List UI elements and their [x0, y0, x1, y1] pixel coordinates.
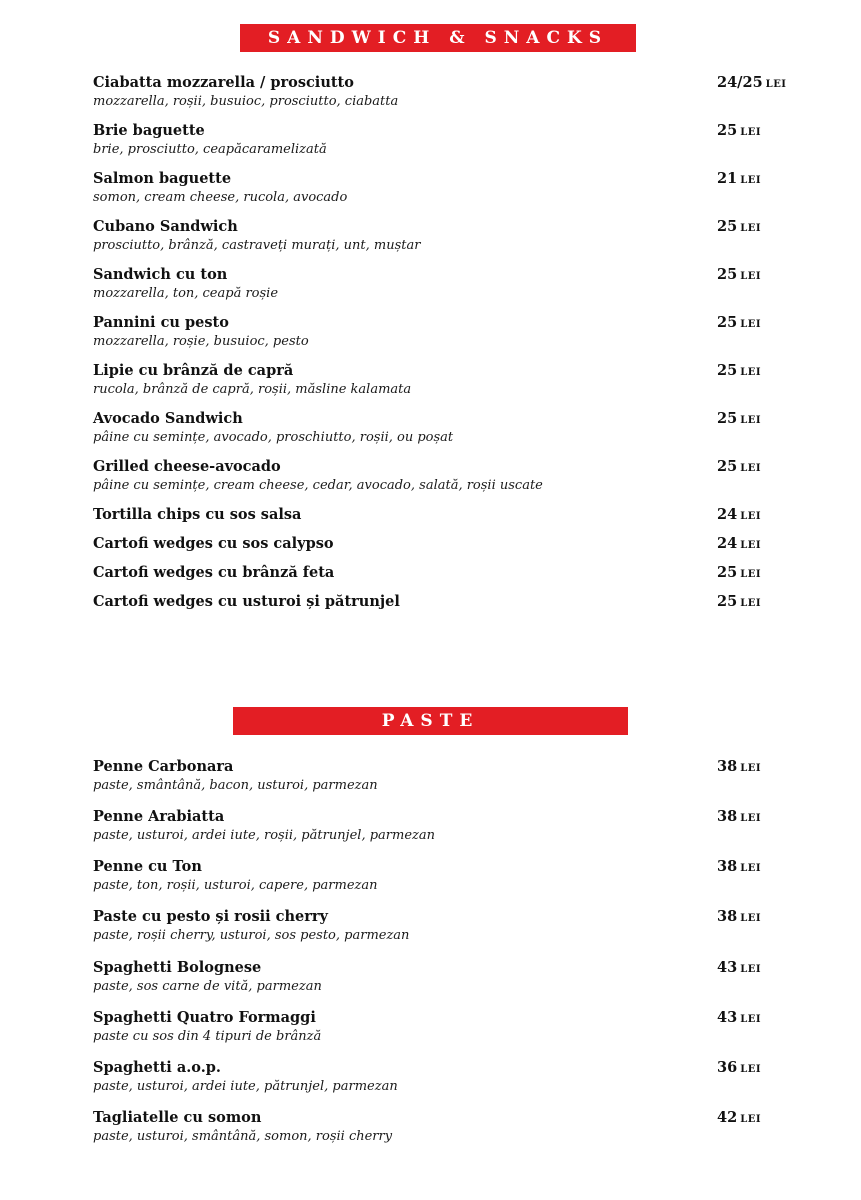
price-value: 25 — [717, 314, 738, 331]
menu-item-price — [717, 122, 761, 139]
price-currency: LEI — [740, 813, 762, 824]
menu-item-name: Cubano Sandwich — [93, 218, 238, 235]
menu-item-description: prosciutto, brânză, castraveți murați, unt, muștar — [93, 238, 421, 253]
menu-item-description: paste, usturoi, ardei iute, pătrunjel, parmezan — [93, 1079, 398, 1094]
price-value: 25 — [717, 593, 738, 610]
price-currency: LEI — [740, 540, 762, 551]
menu-item-name: Pannini cu pesto — [93, 314, 229, 331]
menu-item-price — [717, 410, 761, 427]
menu-item-name: Cartofi wedges cu brânză feta — [93, 564, 335, 581]
menu-item-description: paste, smântână, bacon, usturoi, parmezan — [93, 778, 378, 793]
price-currency: LEI — [740, 463, 762, 474]
menu-item-description: brie, prosciutto, ceapăcaramelizată — [93, 142, 327, 157]
price-currency: LEI — [740, 569, 762, 580]
menu-item-description: paste cu sos din 4 tipuri de brânză — [93, 1029, 322, 1044]
price-value: 43 — [717, 1009, 738, 1026]
menu-item-name: Tagliatelle cu somon — [93, 1109, 262, 1126]
price-currency: LEI — [740, 1064, 762, 1075]
menu-item-description: mozzarella, ton, ceapă roșie — [93, 286, 279, 301]
menu-item-name: Spaghetti Quatro Formaggi — [93, 1009, 316, 1026]
menu-item-price — [717, 362, 761, 379]
price-value: 25 — [717, 218, 738, 235]
menu-item-name: Grilled cheese-avocado — [93, 458, 281, 475]
menu-item-price — [717, 1009, 761, 1026]
price-value: 38 — [717, 758, 738, 775]
menu-item-name: Paste cu pesto și rosii cherry — [93, 908, 328, 925]
menu-item-price — [717, 218, 761, 235]
menu-item-price — [717, 506, 761, 523]
menu-item-description: mozzarella, roșii, busuioc, prosciutto, ciabatta — [93, 94, 399, 109]
menu-item-description: paste, usturoi, smântână, somon, roșii cherry — [93, 1129, 393, 1144]
menu-item-name: Penne Arabiatta — [93, 808, 225, 825]
price-currency: LEI — [740, 511, 762, 522]
price-value: 38 — [717, 858, 738, 875]
menu-item-description: mozzarella, roșie, busuioc, pesto — [93, 334, 309, 349]
price-currency: LEI — [740, 598, 762, 609]
menu-item-price — [717, 808, 761, 825]
menu-item-description: pâine cu semințe, avocado, proschiutto, roșii, ou poșat — [93, 430, 454, 445]
menu-item-price — [717, 458, 761, 475]
menu-item-name: Sandwich cu ton — [93, 266, 228, 283]
menu-item-price — [717, 858, 761, 875]
menu-item-name: Lipie cu brânză de capră — [93, 362, 294, 379]
menu-item-name: Cartofi wedges cu usturoi și pătrunjel — [93, 593, 400, 610]
price-value: 24/25 — [717, 74, 763, 91]
menu-item-name: Ciabatta mozzarella / prosciutto — [93, 74, 354, 91]
price-currency: LEI — [740, 863, 762, 874]
price-value: 38 — [717, 808, 738, 825]
price-value: 42 — [717, 1109, 738, 1126]
price-value: 25 — [717, 458, 738, 475]
menu-item-description: rucola, brânză de capră, roșii, măsline kalamata — [93, 382, 412, 397]
price-currency: LEI — [740, 367, 762, 378]
menu-item-description: pâine cu semințe, cream cheese, cedar, avocado, salată, roșii uscate — [93, 478, 543, 493]
menu-item-name: Avocado Sandwich — [93, 410, 243, 427]
price-value: 25 — [717, 564, 738, 581]
price-value: 24 — [717, 535, 738, 552]
menu-item-name: Brie baguette — [93, 122, 205, 139]
menu-item-name: Spaghetti Bolognese — [93, 959, 262, 976]
price-currency: LEI — [740, 763, 762, 774]
price-currency: LEI — [740, 1014, 762, 1025]
menu-item-description: paste, ton, roșii, usturoi, capere, parmezan — [93, 878, 378, 893]
price-value: 25 — [717, 266, 738, 283]
price-currency: LEI — [740, 127, 762, 138]
price-value: 25 — [717, 410, 738, 427]
menu-item-price — [717, 593, 761, 610]
menu-item-price — [717, 1109, 761, 1126]
menu-item-name: Penne Carbonara — [93, 758, 234, 775]
price-value: 21 — [717, 170, 738, 187]
price-currency: LEI — [740, 1114, 762, 1125]
menu-item-name: Spaghetti a.o.p. — [93, 1059, 221, 1076]
menu-item-name: Tortilla chips cu sos salsa — [93, 506, 302, 523]
menu-item-description: paste, roșii cherry, usturoi, sos pesto, parmezan — [93, 928, 410, 943]
menu-item-price — [717, 314, 761, 331]
price-currency: LEI — [765, 79, 787, 90]
menu-item-price — [717, 74, 787, 91]
price-currency: LEI — [740, 913, 762, 924]
menu-item-price — [717, 535, 761, 552]
price-value: 43 — [717, 959, 738, 976]
menu-item-price — [717, 266, 761, 283]
section-title-paste: PASTE — [233, 707, 628, 735]
menu-item-description: paste, usturoi, ardei iute, roșii, pătrunjel, parmezan — [93, 828, 435, 843]
price-value: 38 — [717, 908, 738, 925]
price-currency: LEI — [740, 223, 762, 234]
section-title-sandwich: SANDWICH & SNACKS — [240, 24, 636, 52]
menu-item-name: Penne cu Ton — [93, 858, 202, 875]
menu-item-name: Cartofi wedges cu sos calypso — [93, 535, 334, 552]
menu-item-price — [717, 908, 761, 925]
menu-item-description: somon, cream cheese, rucola, avocado — [93, 190, 348, 205]
price-currency: LEI — [740, 964, 762, 975]
menu-item-price — [717, 959, 761, 976]
menu-item-name: Salmon baguette — [93, 170, 232, 187]
price-currency: LEI — [740, 271, 762, 282]
price-value: 24 — [717, 506, 738, 523]
price-value: 36 — [717, 1059, 738, 1076]
menu-item-price — [717, 1059, 761, 1076]
price-currency: LEI — [740, 415, 762, 426]
menu-item-price — [717, 170, 761, 187]
menu-item-price — [717, 564, 761, 581]
price-value: 25 — [717, 362, 738, 379]
menu-item-price — [717, 758, 761, 775]
menu-item-description: paste, sos carne de vită, parmezan — [93, 979, 322, 994]
price-currency: LEI — [740, 175, 762, 186]
price-currency: LEI — [740, 319, 762, 330]
price-value: 25 — [717, 122, 738, 139]
